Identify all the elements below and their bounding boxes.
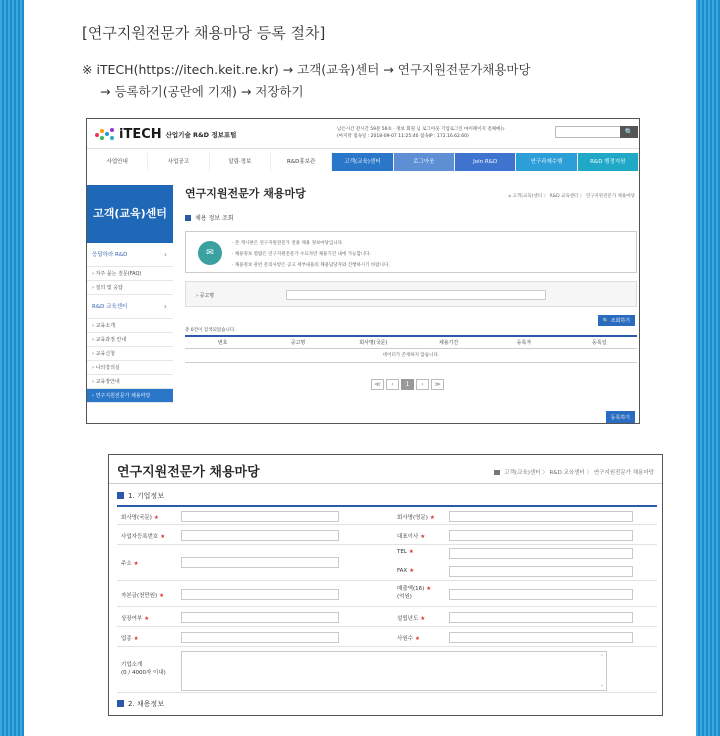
form-row (117, 607, 657, 627)
label-text: (억원) (397, 594, 412, 600)
search-button[interactable]: 🔍 조회하기 (598, 315, 635, 326)
revenue-input[interactable] (449, 589, 633, 600)
required-mark: ★ (408, 549, 414, 555)
notice-line: · 본 게시판은 연구지원전문가 전용 채용 정보마당입니다. (232, 241, 344, 246)
form-row (117, 581, 657, 607)
label-text: 사업자등록번호 (121, 534, 159, 540)
label-capital (121, 591, 164, 599)
required-mark: ★ (409, 568, 415, 574)
sidebar-item-faq[interactable]: › 자주 묻는 질문(FAQ) (87, 267, 173, 281)
search-filter (185, 281, 637, 307)
required-mark: ★ (133, 636, 139, 642)
left-decorative-stripe (0, 0, 24, 736)
guide-title: [연구지원전문가 채용마당 등록 절차] (82, 24, 326, 42)
form-breadcrumb (494, 468, 654, 476)
sidebar (87, 185, 173, 424)
label-listed (121, 614, 149, 622)
main-nav (87, 153, 639, 171)
nav-notice-info[interactable]: 알림·정보 (210, 153, 271, 171)
label-business-number (121, 532, 165, 540)
nav-admin-support[interactable]: R&D 행정지원 (578, 153, 639, 171)
last-page-button[interactable]: ≫ (431, 379, 444, 390)
label-fax (397, 568, 414, 574)
label-address (121, 559, 139, 567)
section-title: 채용 정보 조회 (185, 213, 234, 222)
sidebar-item-edu-course[interactable]: › 교육과정 안내 (87, 333, 173, 347)
listed-input[interactable] (181, 612, 339, 623)
itech-logo[interactable] (95, 127, 236, 142)
form-row (117, 627, 657, 647)
column-header[interactable]: 등록일 (592, 340, 607, 346)
sidebar-item-venue[interactable]: › 교육장안내 (87, 375, 173, 389)
form-row (117, 647, 657, 693)
sidebar-item-qna[interactable]: › 질의 및 응답 (87, 281, 173, 295)
nav-business-info[interactable]: 사업안내 (87, 153, 148, 171)
label-industry (121, 634, 139, 642)
label-company-en (397, 513, 435, 521)
result-count: 총 0건이 검색되었습니다. (185, 328, 236, 333)
required-mark: ★ (153, 515, 159, 521)
site-header (87, 119, 639, 149)
next-page-button[interactable]: › (416, 379, 429, 390)
sidebar-title: 고객(교육)센터 (87, 185, 173, 243)
employees-input[interactable] (449, 632, 633, 643)
notice-text (232, 238, 390, 271)
right-decorative-stripe (696, 0, 720, 736)
page-1-button[interactable]: 1 (401, 379, 414, 390)
form-breadcrumb-text: 고객(교육)센터 〉 R&D 교육센터 〉 연구지원전문가 채용마당 (504, 470, 654, 476)
screenshot-list-page (86, 118, 640, 424)
label-text: 설립년도 (397, 616, 419, 622)
sidebar-item-recruit[interactable]: › 연구지원전문가 채용마당 (87, 389, 173, 403)
label-text: TEL (397, 549, 407, 555)
nav-logout[interactable]: 로그아웃 (394, 153, 455, 171)
site-search-input[interactable] (555, 126, 621, 138)
label-company-ko (121, 513, 159, 521)
required-mark: ★ (144, 616, 150, 622)
label-revenue (397, 585, 431, 601)
column-header[interactable]: 공고명 (290, 340, 306, 346)
required-mark: ★ (414, 636, 420, 642)
capital-input[interactable] (181, 589, 339, 600)
company-name-en-input[interactable] (449, 511, 633, 522)
page-title: 연구지원전문가 채용마당 (185, 187, 306, 200)
company-name-ko-input[interactable] (181, 511, 339, 522)
required-mark: ★ (159, 593, 165, 599)
sidebar-item-edu-apply[interactable]: › 교육신청 (87, 347, 173, 361)
industry-input[interactable] (181, 632, 339, 643)
guide-step-line-2: → 등록하기(공란에 기재) → 저장하기 (100, 84, 304, 99)
founded-input[interactable] (449, 612, 633, 623)
scroll-up-icon[interactable]: ⌃ (599, 654, 604, 660)
mail-icon: ✉ (198, 241, 222, 265)
main-content (185, 183, 635, 423)
logo-dots-icon (95, 128, 117, 142)
notice-box (185, 231, 637, 273)
form-page-title: 연구지원전문가 채용마당 (117, 465, 260, 480)
required-mark: ★ (429, 515, 435, 521)
home-icon (494, 470, 500, 475)
fax-input[interactable] (449, 566, 633, 577)
nav-business-notice[interactable]: 사업공고 (148, 153, 209, 171)
search-icon[interactable]: 🔍 (620, 126, 638, 138)
sidebar-item-my-class[interactable]: › 나의강의실 (87, 361, 173, 375)
required-mark: ★ (420, 616, 426, 622)
required-mark: ★ (420, 534, 426, 540)
column-header[interactable]: 번호 (217, 340, 228, 346)
logo-text: iTECH (119, 127, 162, 142)
last-login-info: (마지막 접속일 : 2018-09-07 11:25:40 접속IP : 172.16.62.60) (337, 134, 469, 139)
label-company-intro (121, 661, 166, 677)
form-row (117, 507, 657, 525)
prev-page-button[interactable]: ‹ (386, 379, 399, 390)
section-recruit-info: 2. 채용정보 (117, 699, 164, 709)
sidebar-item-edu-center[interactable]: R&D 교육센터 › (87, 295, 173, 319)
notice-line: · 채용정보 관련 문의사항은 공고 세부내용의 채용담당자와 진행하시기 바랍니다. (232, 263, 390, 268)
notice-title-input[interactable] (286, 290, 546, 300)
screenshot-register-form (108, 454, 663, 716)
nav-join-rnd[interactable]: Join R&D (455, 153, 516, 171)
label-text: 사원수 (397, 636, 413, 642)
label-text: 대표이사 (397, 534, 419, 540)
form-row (117, 525, 657, 545)
guide-page (24, 0, 696, 736)
nav-customer-center[interactable]: 고객(교육)센터 (332, 153, 393, 171)
breadcrumb: ⌂ 고객(교육)센터 〉 R&D 교육센터 〉 연구지원전문가 채용마당 (508, 194, 635, 199)
notice-line: · 채용정보 열람은 연구지원전문가 수료자만 채용기간 내에 가능합니다. (232, 252, 371, 257)
sidebar-item-respond-rnd[interactable]: 응답하라 R&D › (87, 243, 173, 267)
empty-row: 데이터가 존재하지 않습니다. (185, 349, 637, 363)
label-text: 회사명(국문) (121, 515, 152, 521)
column-header[interactable]: 회사명(국문) (359, 340, 388, 346)
column-header[interactable]: 등록자 (516, 340, 532, 346)
company-intro-textarea[interactable] (181, 651, 607, 691)
required-mark: ★ (133, 561, 139, 567)
sidebar-item-edu-intro[interactable]: › 교육소개 (87, 319, 173, 333)
title-divider (109, 483, 662, 484)
register-button[interactable]: 등록하기 (606, 411, 635, 424)
label-text: 기업소개 (121, 662, 143, 668)
label-text: 자본금(천만원) (121, 593, 158, 599)
address-input[interactable] (181, 557, 339, 568)
label-text: 매출액(16) (397, 586, 425, 592)
label-employees (397, 634, 420, 642)
required-mark: ★ (160, 534, 166, 540)
label-founded (397, 614, 425, 622)
ceo-input[interactable] (449, 530, 633, 541)
logo-subtitle: 산업기술 R&D 정보포털 (165, 131, 237, 139)
scroll-down-icon[interactable]: ⌄ (599, 682, 604, 688)
label-text: 업종 (121, 636, 132, 642)
table-header (185, 335, 637, 349)
label-text: 회사명(영문) (397, 515, 428, 521)
section-company-info: 1. 기업정보 (117, 491, 164, 501)
session-links[interactable]: 남은시간 잔시간 59분 56초 · 정보 회원 님 로그아웃 기업로그인 마이페이지 전체메뉴 (337, 127, 505, 132)
label-ceo (397, 532, 425, 540)
label-text: 상장여부 (121, 616, 143, 622)
guide-step-line-1: ※ iTECH(https://itech.keit.re.kr) → 고객(교육)센터 → 연구지원전문가채용마당 (82, 62, 531, 77)
char-count-text: (0 / 4000자 이내) (121, 670, 166, 676)
first-page-button[interactable]: ≪ (371, 379, 384, 390)
nav-project[interactable]: 연구과제수행 (516, 153, 577, 171)
required-mark: ★ (426, 586, 432, 592)
session-info (337, 126, 557, 140)
label-tel (397, 549, 414, 555)
label-text: FAX (397, 568, 408, 574)
pagination (371, 379, 444, 390)
tel-input[interactable] (449, 548, 633, 559)
company-info-form (117, 505, 657, 690)
filter-label: › 공고명 (196, 293, 215, 299)
business-number-input[interactable] (181, 530, 339, 541)
form-row (117, 545, 657, 581)
label-text: 주소 (121, 561, 132, 567)
nav-rnd-promo[interactable]: R&D홍보관 (271, 153, 332, 171)
column-header[interactable]: 채용기간 (438, 340, 459, 346)
